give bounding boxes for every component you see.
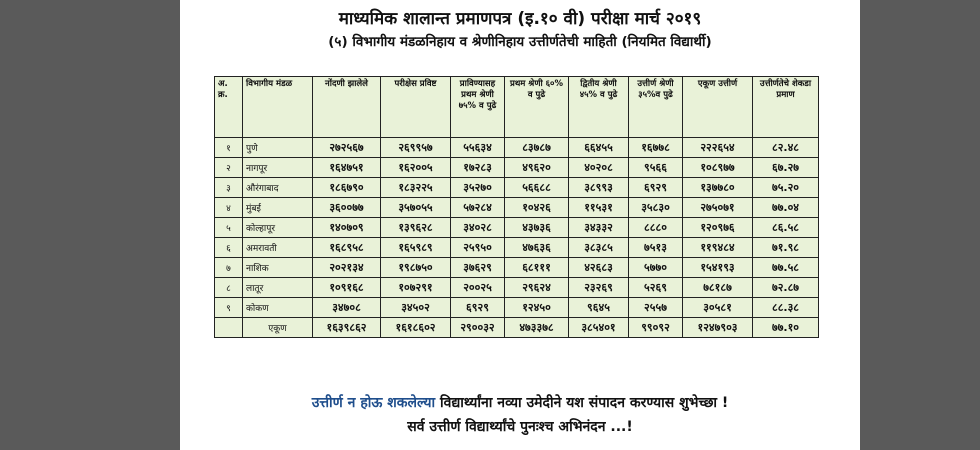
cell-second-class: ३८९९३ — [569, 178, 629, 198]
cell-serial: ७ — [215, 258, 243, 278]
cell-first-class: ८३७८७ — [505, 138, 569, 158]
cell-serial: २ — [215, 158, 243, 178]
cell-pass-percentage: ७५.२० — [753, 178, 819, 198]
cell-appeared: ३५७०५५ — [381, 198, 451, 218]
header-registered: नोंदणी झालेले — [313, 77, 381, 138]
cell-first-class: ५६६८८ — [505, 178, 569, 198]
cell-total-passed: १३७७८० — [683, 178, 753, 198]
cell-first-class: ४७३३७८ — [505, 318, 569, 338]
header-appeared: परीक्षेस प्रविष्ट — [381, 77, 451, 138]
cell-pass-class: ९५६६ — [629, 158, 683, 178]
cell-registered: १६८९५८ — [313, 238, 381, 258]
cell-total-passed: २७५०७१ — [683, 198, 753, 218]
cell-second-class: ३८५४०१ — [569, 318, 629, 338]
cell-registered: १८६७९० — [313, 178, 381, 198]
cell-appeared: २६९९५७ — [381, 138, 451, 158]
cell-total-passed: ३०५८१ — [683, 298, 753, 318]
cell-distinction: २५९५० — [451, 238, 505, 258]
cell-pass-percentage: ६७.२७ — [753, 158, 819, 178]
encouragement-highlight: उत्तीर्ण न होऊ शकलेल्या — [311, 395, 436, 411]
header-serial: अ. क्र. — [215, 77, 243, 138]
table-row — [215, 298, 819, 318]
cell-appeared: १३९६२८ — [381, 218, 451, 238]
table-total-row — [215, 318, 819, 338]
document-page — [180, 0, 860, 450]
cell-first-class: ४९६२० — [505, 158, 569, 178]
cell-first-class: २९६२४ — [505, 278, 569, 298]
cell-second-class: ३४३३२ — [569, 218, 629, 238]
cell-distinction: ३५२७० — [451, 178, 505, 198]
cell-pass-percentage: ७२.८७ — [753, 278, 819, 298]
cell-appeared: ३४५०२ — [381, 298, 451, 318]
cell-second-class: ६६४५५ — [569, 138, 629, 158]
cell-division: औरंगाबाद — [243, 178, 313, 198]
cell-total-passed: ७८१८७ — [683, 278, 753, 298]
cell-second-class: ९६४५ — [569, 298, 629, 318]
cell-total-passed: २२२६५४ — [683, 138, 753, 158]
cell-pass-class: ६९२९ — [629, 178, 683, 198]
cell-pass-percentage: ७७.०४ — [753, 198, 819, 218]
cell-pass-class: ३५८३० — [629, 198, 683, 218]
table-body — [215, 138, 819, 338]
cell-pass-percentage: ७७.१० — [753, 318, 819, 338]
cell-second-class: ४०२०८ — [569, 158, 629, 178]
cell-distinction: २००२५ — [451, 278, 505, 298]
cell-distinction: ३७६२९ — [451, 258, 505, 278]
cell-pass-percentage: ८६.५८ — [753, 218, 819, 238]
cell-division: मुंबई — [243, 198, 313, 218]
header-total-passed: एकूण उत्तीर्ण — [683, 77, 753, 138]
cell-pass-class: ९९०९२ — [629, 318, 683, 338]
cell-division: कोल्हापूर — [243, 218, 313, 238]
cell-serial: १ — [215, 138, 243, 158]
cell-serial: ८ — [215, 278, 243, 298]
table-header-row — [215, 77, 819, 138]
cell-registered: ३४७०८ — [313, 298, 381, 318]
cell-registered: १०९१६८ — [313, 278, 381, 298]
document-title: माध्यमिक शालान्त प्रमाणपत्र (इ.१० वी) परीक्षा मार्च २०१९ — [338, 9, 702, 29]
table-row — [215, 178, 819, 198]
header-pass-class: उत्तीर्ण श्रेणी ३५%व पुढे — [629, 77, 683, 138]
encouragement-text: विद्यार्थ्यांना नव्या उमेदीने यश संपादन करण्यास शुभेच्छा ! — [435, 395, 729, 411]
cell-pass-percentage: ७७.५८ — [753, 258, 819, 278]
cell-pass-class: ७५१३ — [629, 238, 683, 258]
cell-division: कोकण — [243, 298, 313, 318]
cell-registered: १६३९८६२ — [313, 318, 381, 338]
cell-total-passed: १२०९७६ — [683, 218, 753, 238]
cell-registered: १६४७५१ — [313, 158, 381, 178]
cell-division: पुणे — [243, 138, 313, 158]
cell-distinction: १७२८३ — [451, 158, 505, 178]
header-division: विभागीय मंडळ — [243, 77, 313, 138]
document-subtitle: (५) विभागीय मंडळनिहाय व श्रेणीनिहाय उत्तीर्णतेची माहिती (नियमित विद्यार्थी) — [328, 34, 712, 50]
cell-distinction: ६९२९ — [451, 298, 505, 318]
header-first-class: प्रथम श्रेणी ६०% व पुढे — [505, 77, 569, 138]
cell-first-class: ६८१११ — [505, 258, 569, 278]
header-second-class: द्वितीय श्रेणी ४५% व पुढे — [569, 77, 629, 138]
cell-serial: ४ — [215, 198, 243, 218]
cell-second-class: २३२६९ — [569, 278, 629, 298]
cell-appeared: १८३२२५ — [381, 178, 451, 198]
cell-pass-class: २५५७ — [629, 298, 683, 318]
congratulations-message: सर्व उत्तीर्ण विद्यार्थ्यांचे पुनःश्च अभिनंदन ...! — [407, 419, 633, 435]
results-table — [214, 76, 819, 338]
cell-second-class: ४२६८३ — [569, 258, 629, 278]
cell-registered: १४०७०९ — [313, 218, 381, 238]
table-row — [215, 278, 819, 298]
cell-serial: ९ — [215, 298, 243, 318]
header-pass-percentage: उत्तीर्णतेचे शेकडा प्रमाण — [753, 77, 819, 138]
cell-pass-class: ५७७० — [629, 258, 683, 278]
cell-pass-percentage: ८२.४८ — [753, 138, 819, 158]
cell-pass-percentage: ८८.३८ — [753, 298, 819, 318]
cell-division: नागपूर — [243, 158, 313, 178]
cell-second-class: ११५३१ — [569, 198, 629, 218]
table-row — [215, 138, 819, 158]
cell-appeared: १६५९८९ — [381, 238, 451, 258]
cell-appeared: १०७२९१ — [381, 278, 451, 298]
cell-appeared: १९८७५० — [381, 258, 451, 278]
cell-total-passed: १५४१९३ — [683, 258, 753, 278]
cell-distinction: २९००३२ — [451, 318, 505, 338]
cell-first-class: १२४५० — [505, 298, 569, 318]
cell-total-passed: १२४७९०३ — [683, 318, 753, 338]
cell-pass-percentage: ७१.९८ — [753, 238, 819, 258]
cell-registered: ३६००७७ — [313, 198, 381, 218]
table-row — [215, 198, 819, 218]
cell-appeared: १६२००५ — [381, 158, 451, 178]
cell-total-passed: १०८९७७ — [683, 158, 753, 178]
cell-distinction: ५५६३४ — [451, 138, 505, 158]
cell-appeared: १६१८६०२ — [381, 318, 451, 338]
cell-serial: ६ — [215, 238, 243, 258]
cell-pass-class: ८८८० — [629, 218, 683, 238]
cell-registered: २७२५६७ — [313, 138, 381, 158]
table-row — [215, 258, 819, 278]
cell-serial: ५ — [215, 218, 243, 238]
cell-first-class: ४३७३६ — [505, 218, 569, 238]
table-row — [215, 218, 819, 238]
cell-distinction: ३४०२८ — [451, 218, 505, 238]
encouragement-message — [180, 393, 860, 412]
cell-division: एकूण — [243, 318, 313, 338]
header-distinction: प्राविण्यासह प्रथम श्रेणी ७५% व पुढे — [451, 77, 505, 138]
cell-first-class: १०४२६ — [505, 198, 569, 218]
cell-serial — [215, 318, 243, 338]
cell-pass-class: १६७७८ — [629, 138, 683, 158]
table-row — [215, 158, 819, 178]
cell-first-class: ४७६३६ — [505, 238, 569, 258]
cell-second-class: ३८३८५ — [569, 238, 629, 258]
cell-distinction: ५७२८४ — [451, 198, 505, 218]
cell-total-passed: ११९४८४ — [683, 238, 753, 258]
cell-registered: २०२१३४ — [313, 258, 381, 278]
cell-pass-class: ५२६९ — [629, 278, 683, 298]
table-row — [215, 238, 819, 258]
cell-division: अमरावती — [243, 238, 313, 258]
cell-division: लातूर — [243, 278, 313, 298]
cell-serial: ३ — [215, 178, 243, 198]
cell-division: नाशिक — [243, 258, 313, 278]
